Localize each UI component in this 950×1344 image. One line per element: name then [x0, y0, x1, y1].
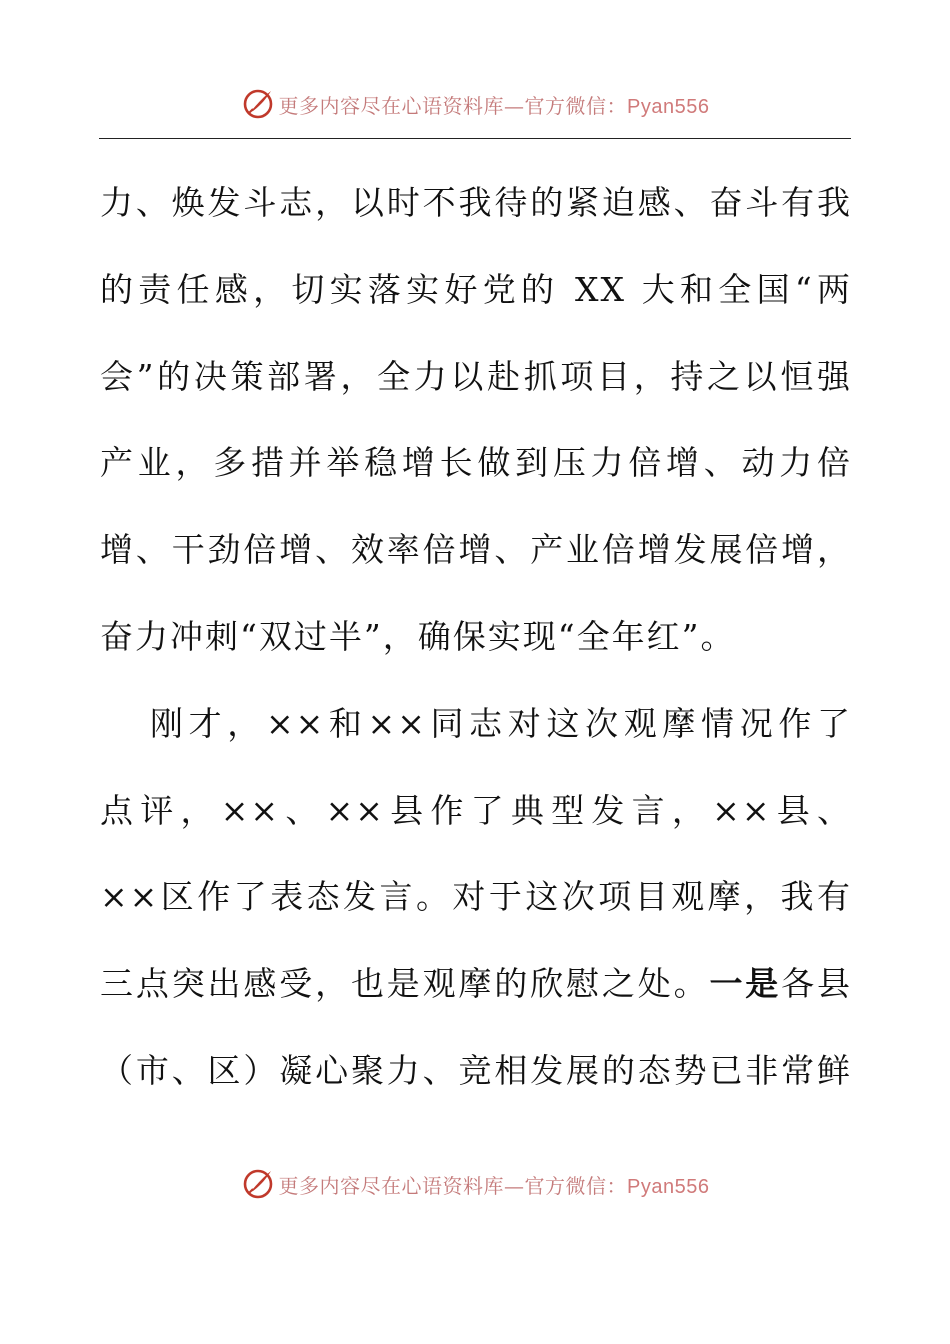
banner-slogan: 更多内容尽在心语资料库—官方微信： — [278, 93, 628, 118]
header-banner — [0, 84, 950, 124]
quill-logo-icon — [241, 87, 275, 121]
body-line: 会”的决策部署，全力以赴抓项目，持之以恒强 — [100, 356, 852, 396]
body-line: 的责任感，切实落实好党的 XX 大和全国“两 — [100, 269, 852, 309]
banner-text — [279, 1170, 710, 1199]
body-line-with-emphasis — [100, 941, 852, 1028]
footer-banner — [0, 1164, 950, 1204]
emphasis-text: 一是 — [709, 964, 782, 1004]
line-text: 各县 — [781, 964, 853, 1004]
body-line: （市、区）凝心聚力、竞相发展的态势已非常鲜 — [100, 1050, 852, 1090]
banner-text — [279, 90, 710, 119]
body-line: 点评，××、××县作了典型发言，××县、 — [100, 790, 852, 830]
body-line: 产业，多措并举稳增长做到压力倍增、动力倍 — [100, 443, 852, 483]
banner-slogan: 更多内容尽在心语资料库—官方微信： — [278, 1173, 628, 1198]
banner-wechat-id: Pyan556 — [627, 95, 710, 118]
paragraph-start-line: 刚才，××和××同志对这次观摩情况作了 — [150, 703, 852, 743]
header-divider — [99, 138, 851, 139]
banner-wechat-id: Pyan556 — [627, 1175, 710, 1198]
body-line: 增、干劲倍增、效率倍增、产业倍增发展倍增， — [100, 530, 852, 570]
body-line: 奋力冲刺“双过半”，确保实现“全年红”。 — [100, 616, 736, 656]
body-line: 力、焕发斗志，以时不我待的紧迫感、奋斗有我 — [100, 183, 852, 222]
document-body — [100, 160, 852, 1115]
body-line: ××区作了表态发言。对于这次项目观摩，我有 — [100, 877, 852, 917]
line-text: 三点突出感受，也是观摩的欣慰之处。 — [100, 964, 710, 1004]
quill-logo-icon — [241, 1167, 275, 1201]
